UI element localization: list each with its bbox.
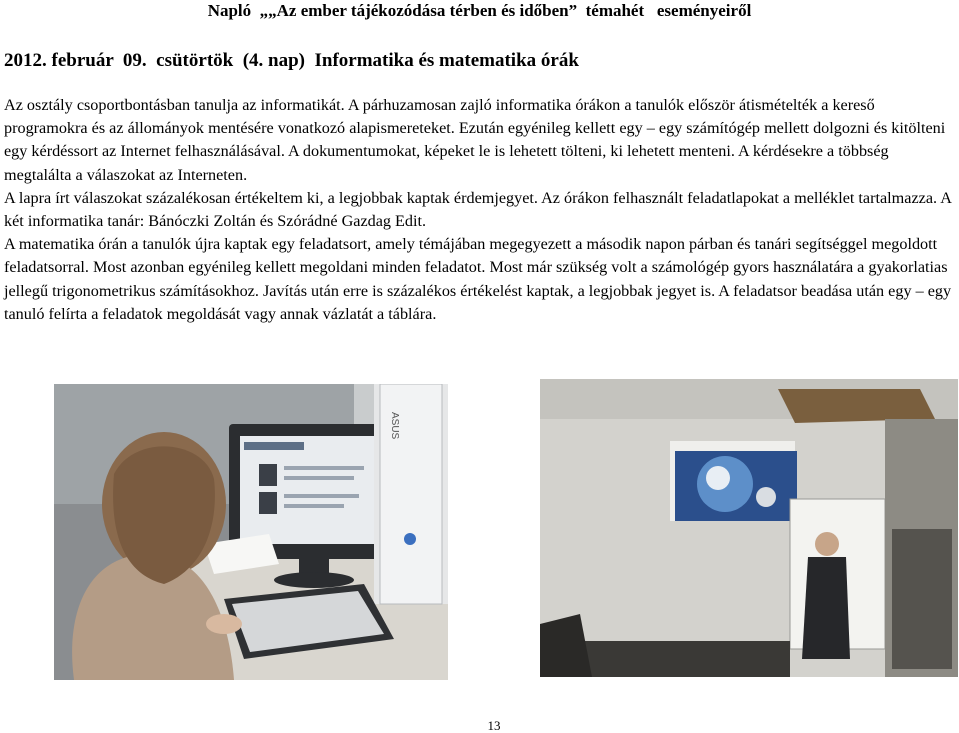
paragraph-mathematics: A matematika órán a tanulók újra kaptak egy feladatsort, amely témájában megegyezett a második napon párban és tanári segítséggel megoldott feladatsorral. Most azonban egyénileg kellett megoldani minden feladatot. Most már szükség volt a számológép gyors használatára a gyakorlatias jellegű trigonometrikus számításokhoz. Javítás után erre is százalékos értékelést kaptak, a legjobbak jegyet is. A feladatsor beadása után egy – egy tanuló felírta a feladatok megoldását vagy annak vázlatát a táblára. — [4, 235, 952, 323]
document-header: Napló „„Az ember tájékozódása térben és időben” témahét eseményeiről — [207, 1, 752, 20]
paragraph-informatics-intro: Az osztály csoportbontásban tanulja az informatikát. A párhuzamosan zajló informatika órákon a tanulók először átismételték a kereső programokra és az állományok mentésére vonatkozó alapismereteket. Ezután egyénileg kellett egy – egy számítógép mellett dolgozni és kitölteni egy kérdéssort az Internet felhasználásával. A dokumentumokat, képeket le is lehetett tölteni, ki lehetett menteni. A kérdésekre a többség megtalálta a válaszokat az Interneten. — [4, 96, 946, 184]
teacher — [802, 557, 850, 659]
body-text — [4, 94, 959, 326]
photo-student-at-computer — [54, 384, 448, 680]
paragraph-evaluation: A lapra írt válaszokat százalékosan értékeltem ki, a legjobbak kaptak érdemjegyet. Az órákon felhasznált feladatlapokat a melléklet tartalmazza. A két informatika tanár: Bánóczki Zoltán és Szórádné Gazdag Edit. — [4, 188, 951, 231]
entry-date-heading: 2012. február 09. csütörtök (4. nap) Informatika és matematika órák — [4, 50, 579, 71]
photo-teacher-presentation — [540, 379, 958, 677]
page-number: 13 — [487, 718, 501, 733]
monitor-brand: ASUS — [389, 412, 400, 440]
projector — [778, 389, 935, 423]
